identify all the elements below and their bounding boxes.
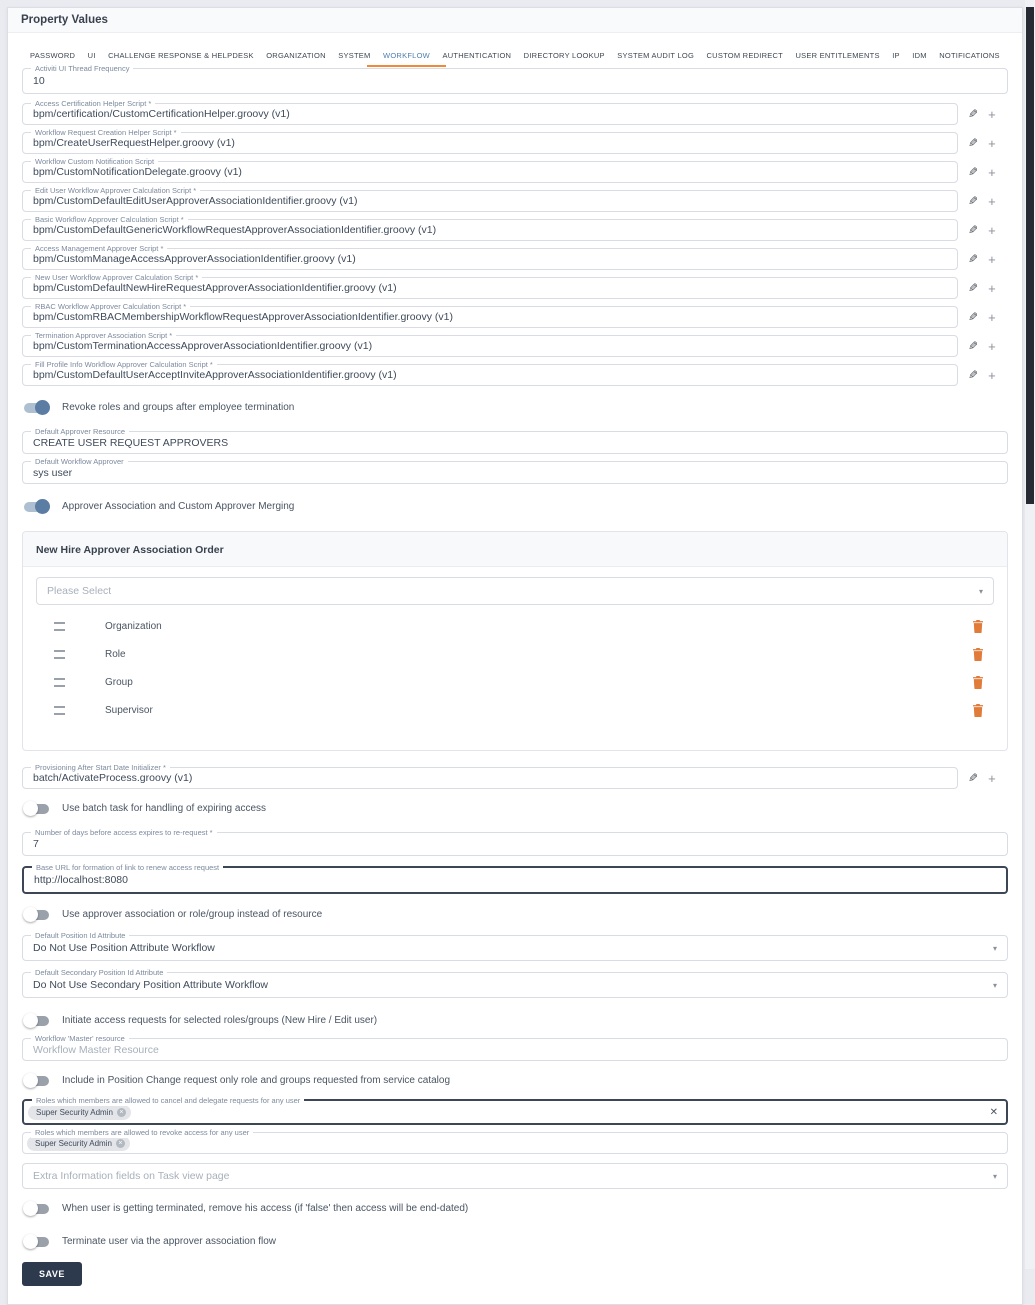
toggle-knob [35,400,50,415]
terminated-remove-access-toggle[interactable] [24,1204,49,1214]
toggle-knob [35,499,50,514]
association-item-role [36,640,994,668]
field-label: Base URL for formation of link to renew access request [32,863,223,873]
toggle-row-terminated-remove-access [24,1201,1008,1216]
workflow-settings-form [8,33,1022,1304]
toggle-row-batch-expiring-access [24,801,1008,816]
chevron-down-icon: ▾ [992,1171,997,1181]
approver-merging-toggle[interactable] [24,502,49,512]
role-chip [28,1105,131,1120]
field-value: bpm/CustomRBACMembershipWorkflowRequestApproverAssociationIdentifier.groovy (v1) [33,311,453,323]
drag-handle-icon[interactable] [54,678,65,687]
new-user-approver-calc-field[interactable] [22,272,958,299]
select-placeholder: Please Select [47,585,112,597]
field-value: bpm/CustomDefaultNewHireRequestApproverAssociationIdentifier.groovy (v1) [33,282,397,294]
tab-password[interactable]: PASSWORD [30,51,76,60]
toggle-knob [23,1073,38,1088]
settings-tab-bar [22,33,1008,65]
add-script-icon[interactable]: + [988,770,996,786]
add-script-icon[interactable]: + [988,106,996,122]
field-value: http://localhost:8080 [34,874,128,886]
field-label: Activiti UI Thread Frequency [31,64,133,74]
field-label: Workflow Custom Notification Script [31,157,158,167]
fill-profile-approver-calc-field[interactable] [22,359,958,386]
add-script-icon[interactable]: + [988,193,996,209]
chevron-down-icon: ▾ [978,586,983,596]
tab-directory-lookup[interactable]: DIRECTORY LOOKUP [523,51,605,60]
tab-notifications[interactable]: NOTIFICATIONS [939,51,1000,60]
card-header [8,8,1022,33]
delete-item-icon[interactable] [973,620,983,633]
field-value: 7 [33,838,39,850]
field-value: bpm/CustomDefaultUserAcceptInviteApproverAssociationIdentifier.groovy (v1) [33,369,397,381]
edit-script-icon[interactable]: ✎ [968,194,979,208]
association-select[interactable] [36,577,994,605]
scrollbar-thumb[interactable] [1026,7,1034,504]
field-label: Number of days before access expires to re-request * [31,828,217,838]
select-placeholder: Extra Information fields on Task view page [33,1170,230,1182]
add-script-icon[interactable]: + [988,251,996,267]
activiti-thread-frequency-field[interactable] [22,63,1008,94]
field-label: New User Workflow Approver Calculation Script * [31,273,202,283]
edit-script-icon[interactable]: ✎ [968,368,979,382]
edit-script-icon[interactable]: ✎ [968,107,979,121]
remove-chip-icon[interactable]: × [117,1108,126,1117]
tab-ui[interactable]: UI [87,51,96,60]
field-value: bpm/CustomDefaultEditUserApproverAssociationIdentifier.groovy (v1) [33,195,358,207]
delete-item-icon[interactable] [973,704,983,717]
field-value: 10 [33,75,45,87]
toggle-knob [23,1201,38,1216]
drag-handle-icon[interactable] [54,650,65,659]
add-script-icon[interactable]: + [988,164,996,180]
drag-handle-icon[interactable] [54,622,65,631]
default-approver-resource-field[interactable] [22,426,1008,454]
workflow-request-creation-helper-field[interactable] [22,127,958,154]
access-management-approver-field[interactable] [22,243,958,270]
field-value: CREATE USER REQUEST APPROVERS [33,436,229,449]
association-item-supervisor [36,696,994,724]
association-item-label: Role [105,648,126,660]
delete-item-icon[interactable] [973,676,983,689]
tab-system-audit-log[interactable]: SYSTEM AUDIT LOG [617,51,695,60]
toggle-label: When user is getting terminated, remove his access (if 'false' then access will be end-dated) [62,1203,469,1214]
default-position-attr-select[interactable] [22,930,1008,961]
field-value: bpm/CustomNotificationDelegate.groovy (v1) [33,166,242,178]
field-label: RBAC Workflow Approver Calculation Script * [31,302,190,312]
field-value: sys user [33,466,73,479]
field-placeholder: Workflow Master Resource [33,1043,159,1056]
batch-expiring-access-toggle[interactable] [24,804,49,814]
field-label: Access Certification Helper Script * [31,99,155,109]
panel-body [23,567,1007,750]
basic-workflow-approver-calc-field[interactable] [22,214,958,241]
default-workflow-approver-field[interactable] [22,456,1008,484]
chip-label: Super Security Admin [35,1138,112,1148]
edit-script-icon[interactable]: ✎ [968,252,979,266]
add-script-icon[interactable]: + [988,222,996,238]
toggle-label: Include in Position Change request only role and groups requested from service catalog [62,1075,451,1086]
add-script-icon[interactable]: + [988,309,996,325]
field-label: Workflow 'Master' resource [31,1034,129,1044]
revoke-after-termination-toggle[interactable] [24,403,49,413]
drag-handle-icon[interactable] [54,706,65,715]
field-label: Workflow Request Creation Helper Script * [31,128,181,138]
save-button[interactable]: SAVE [22,1262,82,1286]
field-label: Edit User Workflow Approver Calculation Script * [31,186,200,196]
tab-system[interactable]: SYSTEM [338,51,371,60]
edit-script-icon[interactable]: ✎ [968,310,979,324]
workflow-master-resource-field[interactable] [22,1033,1008,1061]
add-script-icon[interactable]: + [988,338,996,354]
toggle-row-approver-assoc-instead-resource [24,907,1008,922]
toggle-knob [23,907,38,922]
association-item-group [36,668,994,696]
remove-chip-icon[interactable]: × [116,1139,125,1148]
toggle-row-initiate-access-requests [24,1013,1008,1028]
toggle-row-position-change-catalog-only [24,1073,1008,1088]
default-secondary-position-attr-select[interactable] [22,967,1008,998]
role-chip [27,1136,130,1151]
toggle-row-terminate-via-approver-flow [24,1234,1008,1249]
field-label: Default Workflow Approver [31,457,128,467]
workflow-custom-notification-field[interactable] [22,156,958,183]
association-item-label: Group [105,676,133,688]
scrollbar[interactable] [1025,0,1035,1269]
delete-item-icon[interactable] [973,648,983,661]
clear-field-icon[interactable]: ✕ [989,1106,998,1118]
initiate-access-requests-toggle[interactable] [24,1016,49,1026]
property-values-card [7,7,1023,1305]
toggle-knob [23,1013,38,1028]
add-script-icon[interactable]: + [988,280,996,296]
roles-revoke-field[interactable] [22,1127,1008,1154]
extra-info-fields-select[interactable] [22,1163,1008,1189]
approver-assoc-instead-resource-toggle[interactable] [24,910,49,920]
field-label: Default Position Id Attribute [31,931,129,941]
tab-organization[interactable]: ORGANIZATION [266,51,326,60]
toggle-label: Use batch task for handling of expiring access [62,803,266,814]
toggle-label: Revoke roles and groups after employee termination [62,402,295,413]
association-item-organization [36,612,994,640]
add-script-icon[interactable]: + [988,367,996,383]
edit-script-icon[interactable]: ✎ [968,223,979,237]
tab-user-entitlements[interactable]: USER ENTITLEMENTS [795,51,880,60]
roles-cancel-delegate-field[interactable] [22,1095,1008,1125]
edit-script-icon[interactable]: ✎ [968,771,979,785]
panel-title: New Hire Approver Association Order [36,544,224,556]
terminate-via-approver-flow-toggle[interactable] [24,1237,49,1247]
association-item-label: Organization [105,620,162,632]
field-label: Roles which members are allowed to revoke access for any user [31,1128,253,1138]
page-title: Property Values [21,14,108,26]
position-change-catalog-only-toggle[interactable] [24,1076,49,1086]
field-value: bpm/CustomTerminationAccessApproverAssociationIdentifier.groovy (v1) [33,340,373,352]
tab-challenge-response-helpdesk[interactable]: CHALLENGE RESPONSE & HELPDESK [108,51,254,60]
toggle-row-revoke-after-termination [24,400,1008,415]
tab-authentication[interactable]: AUTHENTICATION [442,51,512,60]
toggle-label: Use approver association or role/group instead of resource [62,909,323,920]
provisioning-after-start-field[interactable] [22,762,958,789]
access-certification-helper-field[interactable] [22,98,958,125]
toggle-label: Terminate user via the approver association flow [62,1236,276,1247]
field-label: Provisioning After Start Date Initializer * [31,763,170,773]
days-before-expiry-field[interactable] [22,827,1008,856]
field-label: Fill Profile Info Workflow Approver Calculation Script * [31,360,217,370]
edit-script-icon[interactable]: ✎ [968,136,979,150]
edit-script-icon[interactable]: ✎ [968,339,979,353]
toggle-row-approver-merging [24,499,1008,514]
toggle-label: Initiate access requests for selected roles/groups (New Hire / Edit user) [62,1015,378,1026]
tab-workflow[interactable]: WORKFLOW [382,51,430,60]
select-value: Do Not Use Secondary Position Attribute Workflow [33,979,268,991]
panel-header [23,532,1007,567]
field-label: Termination Approver Association Script * [31,331,176,341]
base-url-renew-field[interactable] [22,862,1008,894]
chevron-down-icon: ▾ [992,980,997,990]
field-label: Roles which members are allowed to cancel and delegate requests for any user [32,1096,304,1106]
tab-custom-redirect[interactable]: CUSTOM REDIRECT [706,51,784,60]
field-value: bpm/CustomDefaultGenericWorkflowRequestApproverAssociationIdentifier.groovy (v1) [33,224,437,236]
field-value: bpm/CustomManageAccessApproverAssociationIdentifier.groovy (v1) [33,253,356,265]
rbac-approver-calc-field[interactable] [22,301,958,328]
tab-idm[interactable]: IDM [912,51,927,60]
field-label: Basic Workflow Approver Calculation Script * [31,215,188,225]
add-script-icon[interactable]: + [988,135,996,151]
field-value: bpm/certification/CustomCertificationHelper.groovy (v1) [33,108,290,120]
toggle-knob [23,801,38,816]
chevron-down-icon: ▾ [992,943,997,953]
field-label: Default Approver Resource [31,427,129,437]
chip-label: Super Security Admin [36,1107,113,1117]
field-label: Default Secondary Position Id Attribute [31,968,167,978]
toggle-knob [23,1234,38,1249]
field-value: bpm/CreateUserRequestHelper.groovy (v1) [33,137,235,149]
edit-script-icon[interactable]: ✎ [968,281,979,295]
field-label: Access Management Approver Script * [31,244,167,254]
termination-approver-assoc-field[interactable] [22,330,958,357]
field-value: batch/ActivateProcess.groovy (v1) [33,772,193,784]
edit-user-approver-calc-field[interactable] [22,185,958,212]
select-value: Do Not Use Position Attribute Workflow [33,942,215,954]
new-hire-approver-association-panel [22,531,1008,751]
association-item-label: Supervisor [105,704,153,716]
toggle-label: Approver Association and Custom Approver Merging [62,501,295,512]
edit-script-icon[interactable]: ✎ [968,165,979,179]
tab-ip[interactable]: IP [892,51,900,60]
